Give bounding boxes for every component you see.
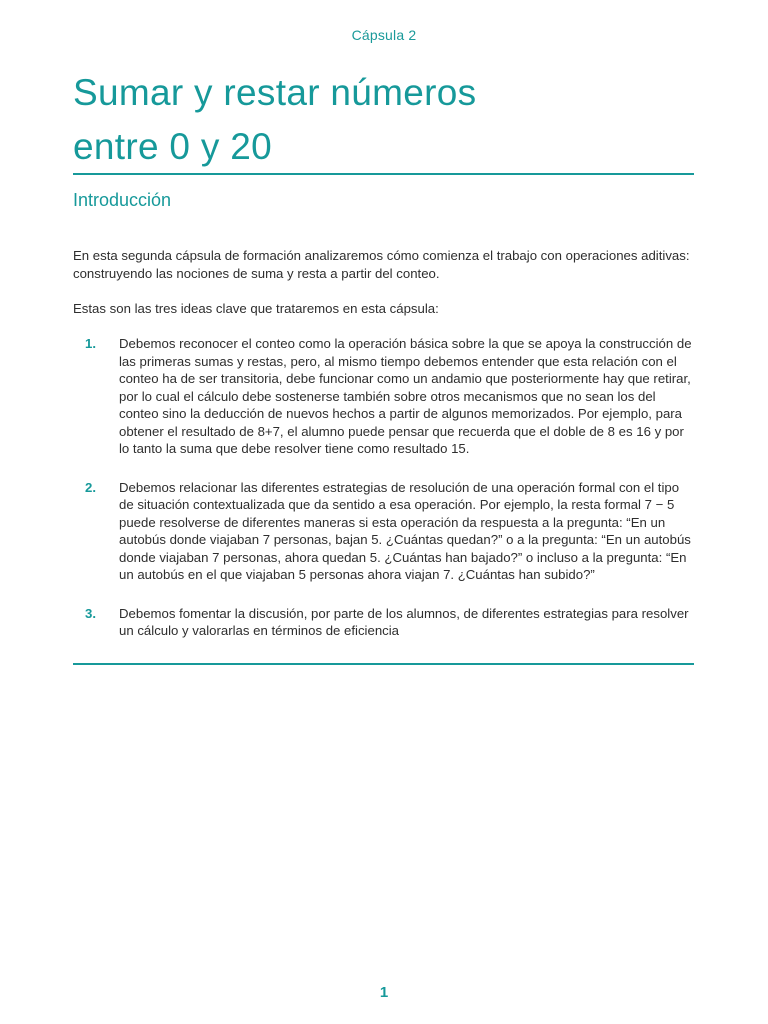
content-end-divider (73, 663, 694, 665)
capsule-label: Cápsula 2 (351, 27, 417, 43)
key-idea-text: Debemos fomentar la discusión, por parte de los alumnos, de diferentes estrategias para resolver un cálculo y valorarlas en términos de eficiencia (119, 605, 689, 638)
title-divider (73, 173, 694, 175)
page-title (73, 66, 693, 174)
key-ideas-list (73, 335, 695, 640)
key-idea-number: 1. (85, 336, 96, 351)
key-idea-item (73, 479, 695, 584)
key-idea-number: 3. (85, 605, 96, 621)
intro-lead-in: Estas son las tres ideas clave que trataremos en esta cápsula: (73, 301, 439, 316)
key-idea-item (73, 605, 695, 640)
key-idea-text: Debemos relacionar las diferentes estrategias de resolución de una operación formal con el tipo de situación contextualizada que da sentido a esa operación. Por ejemplo, la resta formal 7 − 5 puede resolverse de diferentes maneras si esta operación da respuesta a la pregunta: “En un autobús donde viajaban 7 personas, bajan 5. ¿Cuántas quedan?” o a la pregunta: “En un autobús donde viajaban 7 personas, ahora quedan 5. ¿Cuántas han bajado?” o incluso a la pregunta: “En un autobús en el que viajaban 5 personas ahora viajan 7. ¿Cuántas han subido?” (119, 479, 691, 582)
page-title-line-2: entre 0 y 20 (73, 126, 273, 167)
section-heading: Introducción (73, 190, 172, 210)
key-idea-item (73, 335, 695, 458)
page-number: 1 (379, 984, 389, 1001)
page-title-line-1: Sumar y restar números (73, 72, 477, 113)
key-idea-number: 2. (85, 479, 96, 495)
intro-paragraph: En esta segunda cápsula de formación analizaremos cómo comienza el trabajo con operaciones aditivas: construyendo las nociones de suma y resta a partir del conteo. (73, 248, 690, 281)
key-idea-text: Debemos reconocer el conteo como la operación básica sobre la que se apoya la construcción de las primeras sumas y restas, pero, al mismo tiempo debemos entender que esta relación con el conteo ha de ser transitoria, debe funcionar como un andamio que posteriormente hay que retirar, por lo cual el cálculo debe sostenerse también sobre otros mecanismos que no sean los del conteo sino la deducción de nuevos hechos a partir de algunos memorizados. Por ejemplo, para obtener el resultado de 8+7, el alumno puede pensar que recuerda que el doble de 8 es 16 y por lo tanto la suma que debe resolver tiene como resultado 15. (119, 336, 692, 456)
